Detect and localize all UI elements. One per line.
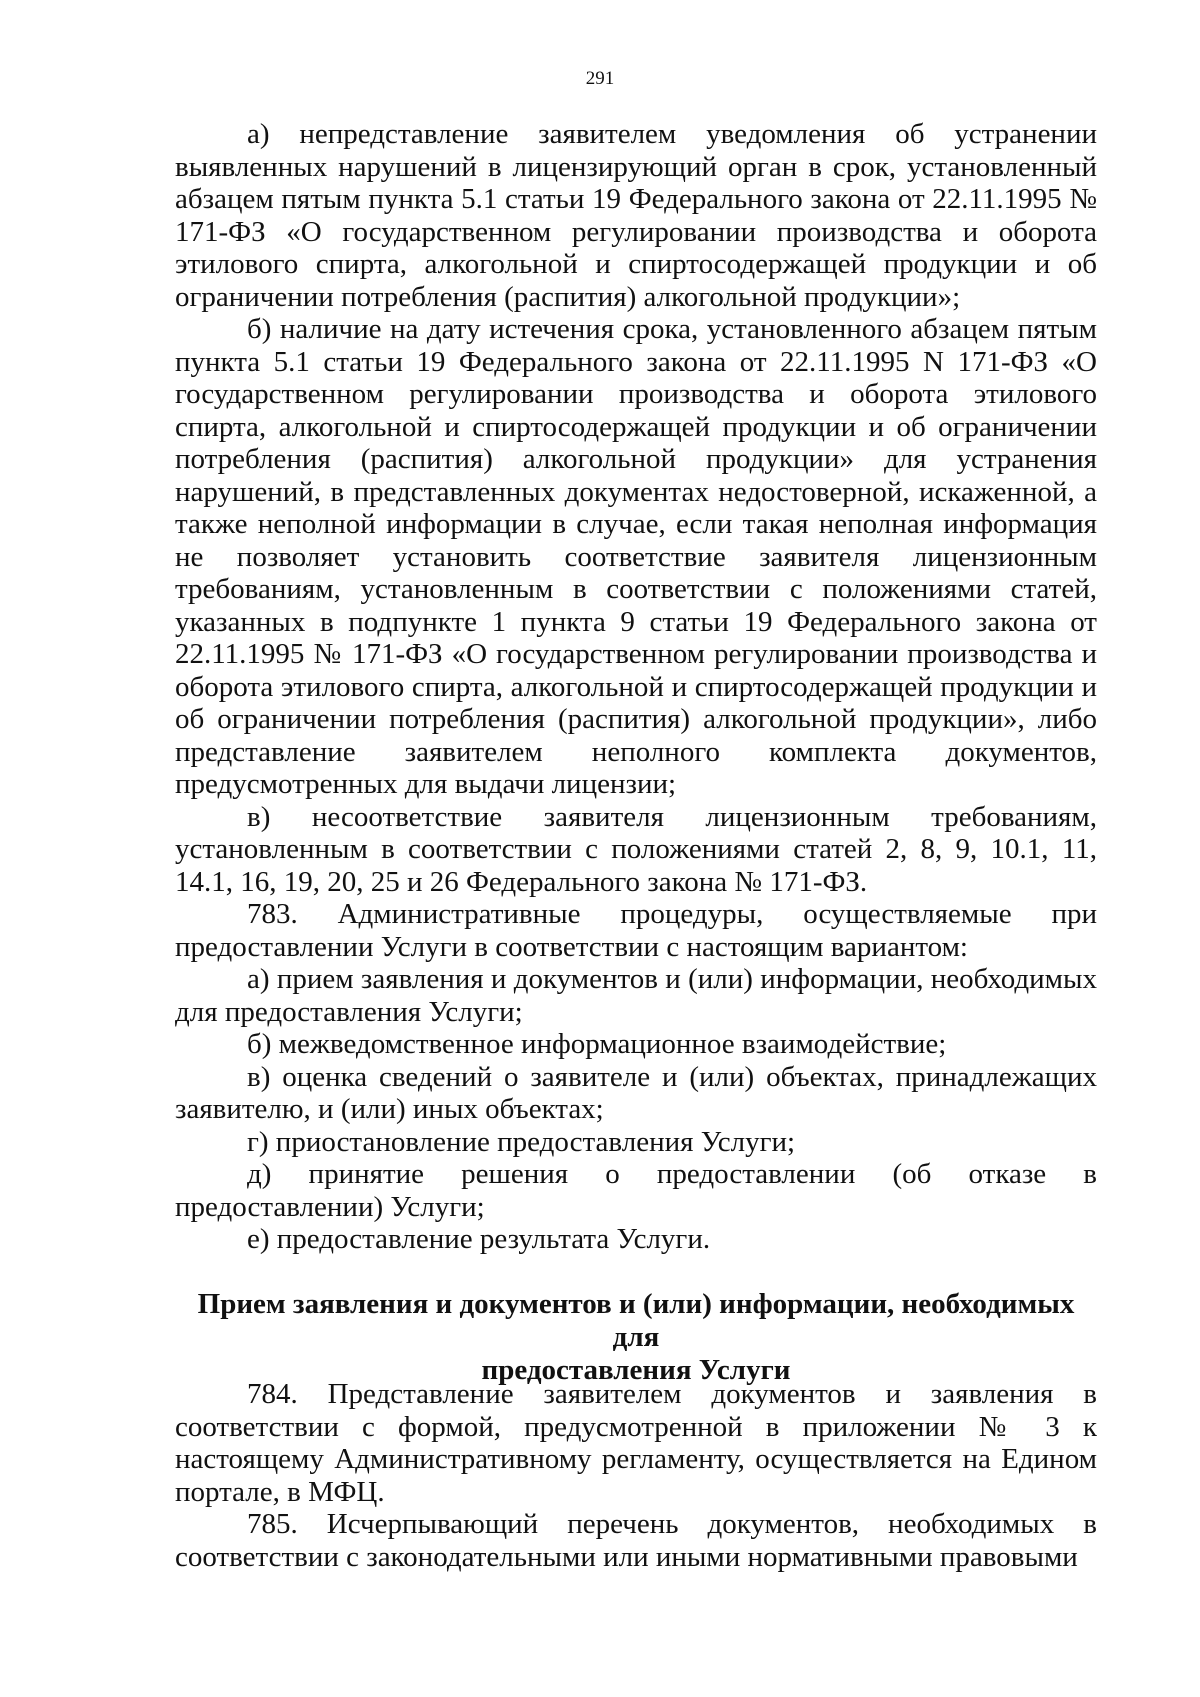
- body-text-lower: [175, 1378, 1097, 1573]
- paragraph-a-non-submission: а) непредставление заявителем уведомления об устранении выявленных нарушений в лицензирующий орган в срок, установленный абзацем пятым пункта 5.1 статьи 19 Федерального закона от 22.11.1995 № 171-ФЗ «О государственном регулировании производства и оборота этилового спирта, алкогольной и спиртосодержащей продукции и об ограничении потребления (распития) алкогольной продукции»;: [175, 118, 1097, 313]
- page-number: 291: [585, 68, 615, 89]
- section-heading-line-2: предоставления Услуги: [481, 1354, 791, 1386]
- paragraph-b-false-information: б) наличие на дату истечения срока, установленного абзацем пятым пункта 5.1 статьи 19 Федерального закона от 22.11.1995 N 171-ФЗ «О государственном регулировании производства и оборота этилового спирта, алкогольной и спиртосодержащей продукции и об ограничении потребления (распития) алкогольной продукции» для устранения нарушений, в представленных документах недостоверной, искаженной, а также неполной информации в случае, если такая неполная информация не позволяет установить соответствие заявителя лицензионным требованиям, установленным в соответствии с положениями статей, указанных в подпункте 1 пункта 9 статьи 19 Федерального закона от 22.11.1995 № 171-ФЗ «О государственном регулировании производства и оборота этилового спирта, алкогольной и спиртосодержащей продукции и об ограничении потребления (распития) алкогольной продукции», либо представление заявителем неполного комплекта документов, предусмотренных для выдачи лицензии;: [175, 313, 1097, 800]
- paragraph-784-submission: 784. Представление заявителем документов и заявления в соответствии с формой, предусмотренной в приложении № 3 к настоящему Административному регламенту, осуществляется на Едином портале, в МФЦ.: [175, 1378, 1097, 1508]
- list-item-b-interaction: б) межведомственное информационное взаимодействие;: [247, 1028, 947, 1060]
- paragraph-783-procedures: 783. Административные процедуры, осуществляемые при предоставлении Услуги в соответствии с настоящим вариантом:: [175, 898, 1097, 963]
- list-item-v-assessment: в) оценка сведений о заявителе и (или) объектах, принадлежащих заявителю, и (или) иных объектах;: [175, 1060, 1097, 1125]
- section-heading-line-1: Прием заявления и документов и (или) информации, необходимых для: [197, 1288, 1075, 1353]
- list-item-d-decision: д) принятие решения о предоставлении (об отказе в предоставлении) Услуги;: [175, 1158, 1097, 1223]
- list-item-g-suspension: г) приостановление предоставления Услуги;: [247, 1125, 796, 1158]
- paragraph-v-noncompliance: в) несоответствие заявителя лицензионным требованиям, установленным в соответствии с положениями статей 2, 8, 9, 10.1, 11, 14.1, 16, 19, 20, 25 и 26 Федерального закона № 171-ФЗ.: [175, 800, 1097, 898]
- section-heading: [175, 1288, 1097, 1387]
- list-item-e-result: е) предоставление результата Услуги.: [247, 1223, 711, 1255]
- list-item-a-reception: а) прием заявления и документов и (или) информации, необходимых для предоставления Услуги;: [175, 963, 1097, 1028]
- paragraph-785-document-list: 785. Исчерпывающий перечень документов, необходимых в соответствии с законодательными или иными нормативными правовыми: [175, 1508, 1097, 1573]
- body-text-upper: [175, 118, 1097, 1256]
